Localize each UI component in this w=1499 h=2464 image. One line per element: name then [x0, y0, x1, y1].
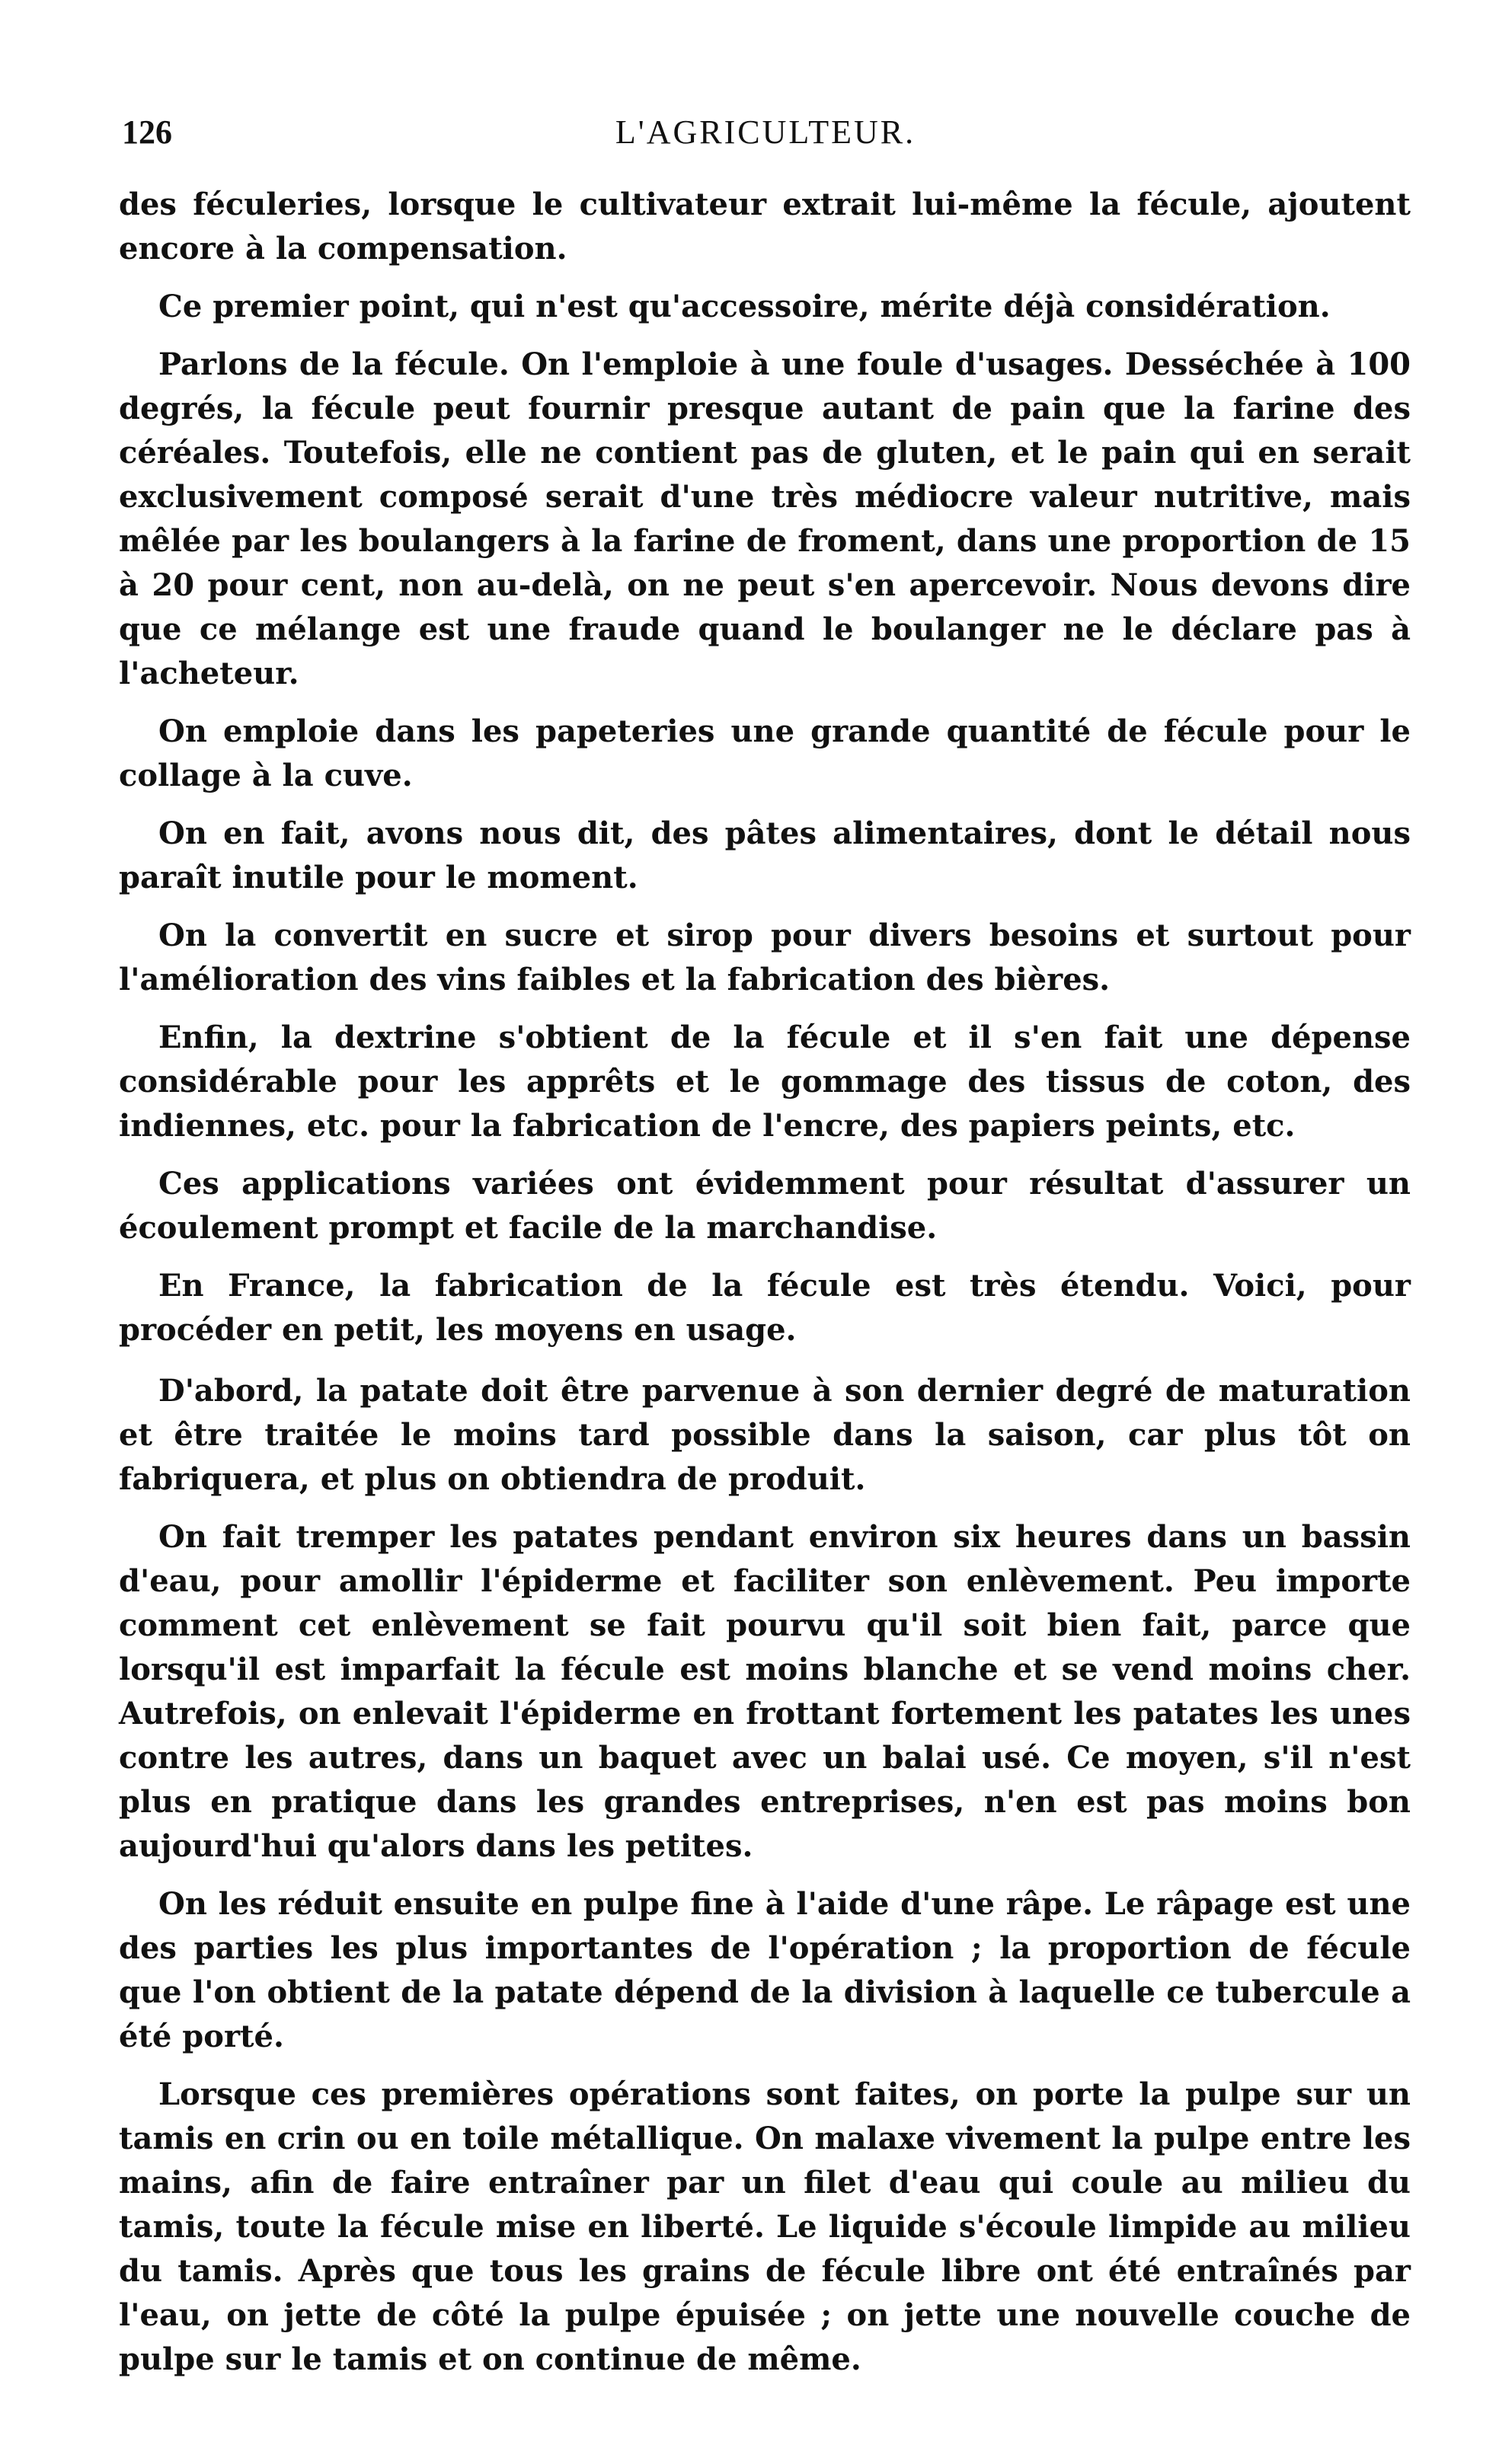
running-title: L'AGRICULTEUR. — [615, 113, 916, 151]
paragraph: D'abord, la patate doit être parvenue à son dernier degré de maturation et être traitée le moins tard possible dans la saison, car plus tôt on fabriquera, et plus on obtiendra de produit. — [119, 1373, 1411, 1497]
paragraph: Lorsque ces premières opérations sont faites, on porte la pulpe sur un tamis en crin ou en toile métallique. On malaxe vivement la pulpe entre les mains, afin de faire entraîner par un filet d'eau qui coule au milieu du tamis, toute la fécule mise en liberté. Le liquide s'écoule limpide au milieu du tamis. Après que tous les grains de fécule libre ont été entraînés par l'eau, on jette de côté la pulpe épuisée ; on jette une nouvelle couche de pulpe sur le tamis et on continue de même. — [119, 2076, 1411, 2377]
paragraph: On en fait, avons nous dit, des pâtes alimentaires, dont le détail nous paraît inutile pour le moment. — [119, 815, 1411, 895]
paragraph: Ce premier point, qui n'est qu'accessoire, mérite déjà considération. — [158, 289, 1331, 324]
paragraph: Enfin, la dextrine s'obtient de la fécule et il s'en fait une dépense considérable pour les apprêts et le gommage des tissus de coton, des indiennes, etc. pour la fabrication de l'encre, des papiers peints, etc. — [119, 1020, 1411, 1144]
paragraph: On la convertit en sucre et sirop pour divers besoins et surtout pour l'amélioration des vins faibles et la fabrication des bières. — [119, 918, 1411, 997]
body-text — [119, 183, 1411, 2395]
paragraph: On emploie dans les papeteries une grande quantité de fécule pour le collage à la cuve. — [119, 713, 1411, 793]
paragraph: Ces applications variées ont évidemment pour résultat d'assurer un écoulement prompt et facile de la marchandise. — [119, 1166, 1411, 1246]
page-number: 126 — [122, 113, 172, 151]
paragraph: On les réduit ensuite en pulpe fine à l'aide d'une râpe. Le râpage est une des parties les plus importantes de l'opération ; la proportion de fécule que l'on obtient de la patate dépend de la division à laquelle ce tubercule a été porté. — [119, 1886, 1411, 2054]
paragraph: En France, la fabrication de la fécule est très étendu. Voici, pour procéder en petit, les moyens en usage. — [119, 1268, 1411, 1348]
page-header — [122, 113, 1409, 158]
paragraph: Parlons de la fécule. On l'emploie à une foule d'usages. Desséchée à 100 degrés, la fécule peut fournir presque autant de pain que la farine des céréales. Toutefois, elle ne contient pas de gluten, et le pain qui en serait exclusivement composé serait d'une très médiocre valeur nutritive, mais mêlée par les boulangers à la farine de froment, dans une proportion de 15 à 20 pour cent, non au-delà, on ne peut s'en apercevoir. Nous devons dire que ce mélange est une fraude quand le boulanger ne le déclare pas à l'acheteur. — [119, 346, 1411, 691]
paragraph-continuation: des féculeries, lorsque le cultivateur extrait lui-même la fécule, ajoutent encore à la compensation. — [119, 187, 1411, 267]
paragraph: On fait tremper les patates pendant environ six heures dans un bassin d'eau, pour amollir l'épiderme et faciliter son enlèvement. Peu importe comment cet enlèvement se fait pourvu qu'il soit bien fait, parce que lorsqu'il est imparfait la fécule est moins blanche et se vend moins cher. Autrefois, on enlevait l'épiderme en frottant fortement les patates les unes contre les autres, dans un baquet avec un balai usé. Ce moyen, s'il n'est plus en pratique dans les grandes entreprises, n'en est pas moins bon aujourd'hui qu'alors dans les petites. — [119, 1519, 1411, 1864]
